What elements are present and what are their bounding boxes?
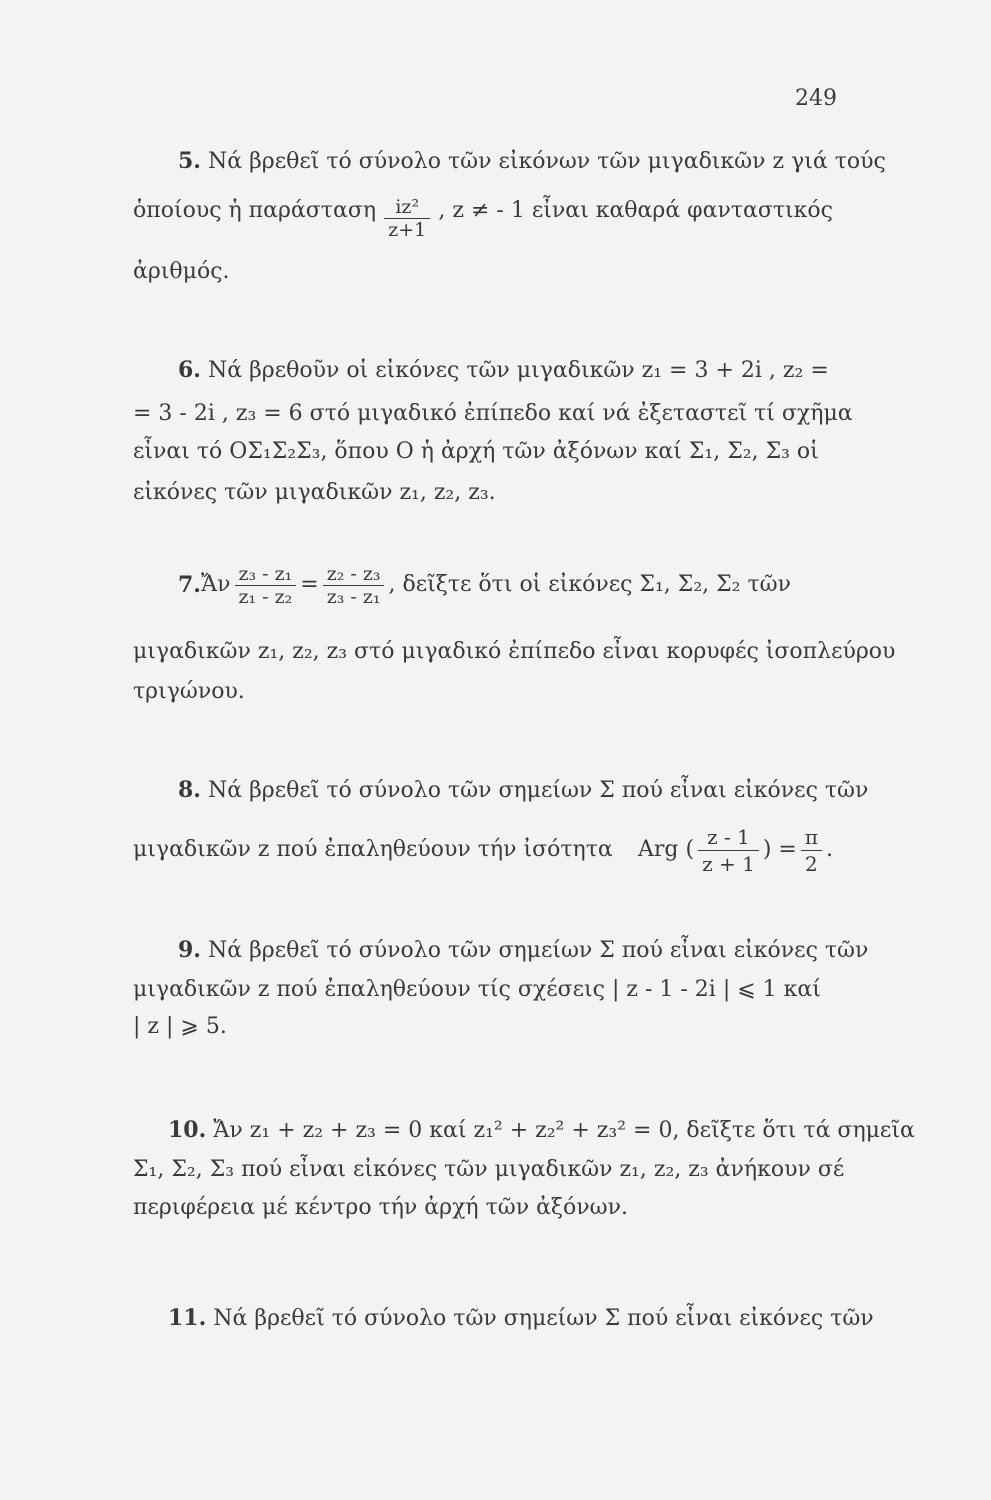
exercise-11-line-1 — [168, 1303, 874, 1334]
fraction-numerator: z₃ - z₁ — [238, 562, 293, 585]
fraction-numerator: z - 1 — [707, 824, 750, 849]
exercise-text: , z ≠ - 1 εἶναι καθαρά φανταστικός — [438, 198, 833, 223]
exercise-number: 8. — [178, 777, 201, 803]
exercise-8-line-2 — [133, 820, 833, 880]
equals-sign: = — [300, 572, 319, 597]
exercise-5-line-2 — [133, 196, 833, 241]
exercise-7-line-2: μιγαδικῶν z₁, z₂, z₃ στό μιγαδικό ἐπίπεδο εἶναι κορυφές ἰσοπλεύρου — [133, 639, 896, 664]
period: . — [826, 837, 833, 862]
exercise-7-line-1 — [178, 555, 833, 615]
exercise-text: μιγαδικῶν z πού ἐπαληθεύουν τήν ἰσότητα — [133, 837, 613, 862]
exercise-7-line-3: τριγώνου. — [133, 679, 245, 704]
arg-expression — [638, 824, 833, 877]
exercise-number: 11. — [168, 1305, 207, 1331]
fraction — [235, 563, 297, 608]
exercise-text: Νά βρεθεῖ τό σύνολο τῶν εἰκόνων τῶν μιγαδικῶν z γιά τούς — [207, 149, 886, 174]
fraction-denominator: 2 — [801, 850, 822, 877]
exercise-9-line-1 — [178, 935, 869, 966]
exercise-number: 7. — [178, 572, 201, 598]
exercise-10-line-2: Σ₁, Σ₂, Σ₃ πού εἶναι εἰκόνες τῶν μιγαδικῶν z₁, z₂, z₃ ἀνήκουν σέ — [133, 1157, 845, 1182]
exercise-6-line-2: = 3 - 2i , z₃ = 6 στό μιγαδικό ἐπίπεδο καί νά ἐξεταστεῖ τί σχῆμα — [133, 401, 853, 426]
fraction-numerator: z₂ - z₃ — [326, 562, 381, 585]
exercise-text: Ἄν z₁ + z₂ + z₃ = 0 καί z₁² + z₂² + z₃² = 0, δεῖξτε ὅτι τά σημεῖα — [213, 1118, 915, 1143]
exercise-10-line-3: περιφέρεια μέ κέντρο τήν ἀρχή τῶν ἀξόνων. — [133, 1195, 628, 1220]
fraction-denominator: z₁ - z₂ — [235, 585, 297, 608]
exercise-number: 5. — [178, 148, 201, 174]
exercise-text: ὁποίους ἡ παράσταση — [133, 198, 377, 223]
exercise-text: Νά βρεθοῦν οἱ εἰκόνες τῶν μιγαδικῶν z₁ = 3 + 2i , z₂ = — [207, 358, 829, 383]
fraction — [323, 563, 385, 608]
exercise-5-line-3: ἀριθμός. — [133, 259, 230, 284]
exercise-6-line-4: εἰκόνες τῶν μιγαδικῶν z₁, z₂, z₃. — [133, 480, 496, 505]
exercise-6-line-1 — [178, 355, 833, 386]
exercise-number: 10. — [168, 1117, 207, 1143]
exercise-9-line-3: | z | ⩾ 5. — [133, 1014, 227, 1039]
equals-sign: ) = — [762, 837, 797, 862]
fraction — [801, 824, 822, 877]
exercise-number: 6. — [178, 357, 201, 383]
fraction-denominator: z+1 — [384, 218, 430, 241]
exercise-9-line-2: μιγαδικῶν z πού ἐπαληθεύουν τίς σχέσεις | z - 1 - 2i | ⩽ 1 καί — [133, 977, 821, 1002]
page-number: 249 — [795, 86, 837, 111]
exercise-text: Νά βρεθεῖ τό σύνολο τῶν σημείων Σ πού εἶναι εἰκόνες τῶν — [207, 778, 869, 803]
fraction-numerator: iz² — [395, 196, 420, 218]
exercise-5-line-1 — [178, 146, 886, 177]
exercise-10-line-1 — [168, 1115, 915, 1146]
fraction-denominator: z₃ - z₁ — [323, 585, 385, 608]
exercise-8-line-1 — [178, 775, 869, 806]
fraction — [384, 196, 430, 241]
fraction — [698, 824, 759, 877]
exercise-text: Νά βρεθεῖ τό σύνολο τῶν σημείων Σ πού εἶναι εἰκόνες τῶν — [207, 938, 869, 963]
exercise-number: 9. — [178, 937, 201, 963]
fraction-denominator: z + 1 — [698, 850, 759, 877]
exercise-text: Ἄν — [200, 572, 231, 597]
fraction-numerator: π — [804, 824, 818, 849]
exercise-text: , δεῖξτε ὅτι οἱ εἰκόνες Σ₁, Σ₂, Σ₂ τῶν — [388, 572, 791, 597]
arg-label: Arg ( — [638, 837, 695, 862]
exercise-text: Νά βρεθεῖ τό σύνολο τῶν σημείων Σ πού εἶναι εἰκόνες τῶν — [213, 1306, 874, 1331]
exercise-6-line-3: εἶναι τό ΟΣ₁Σ₂Σ₃, ὅπου Ο ἡ ἀρχή τῶν ἀξόνων καί Σ₁, Σ₂, Σ₃ οἱ — [133, 439, 819, 464]
